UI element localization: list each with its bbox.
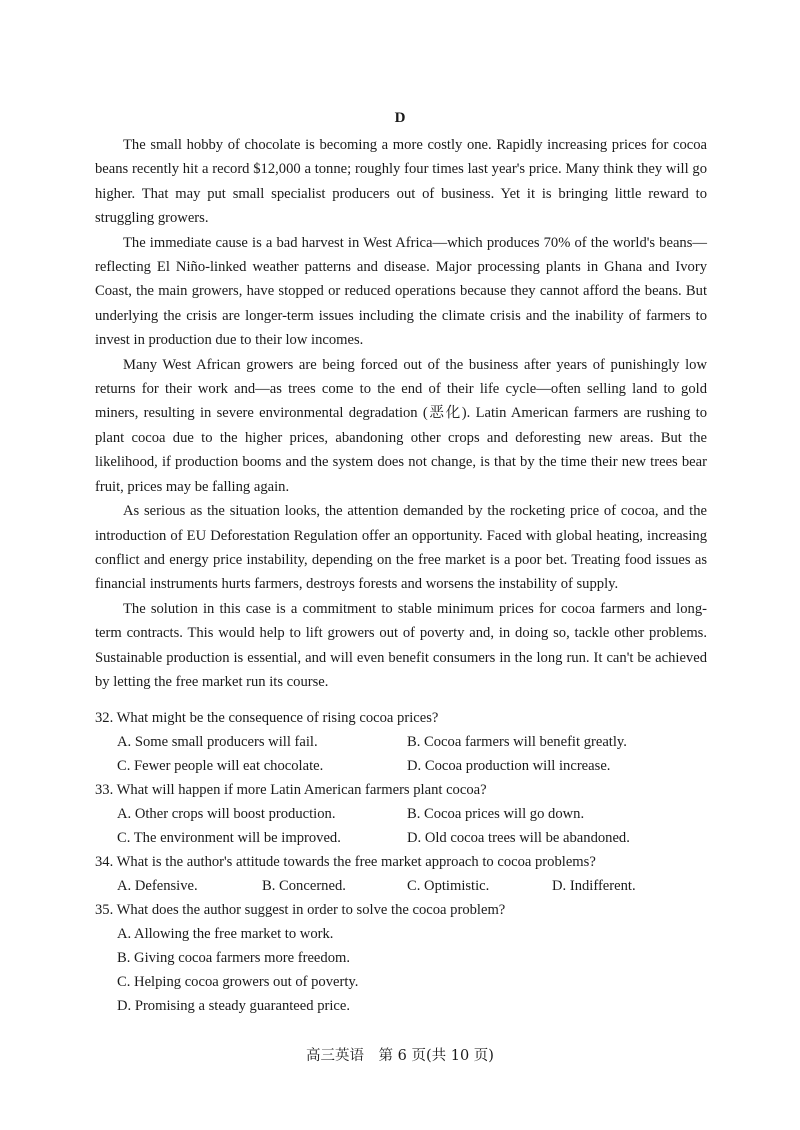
option-b: B. Concerned. bbox=[262, 878, 346, 894]
reading-passage bbox=[95, 133, 707, 694]
paragraph-4: As serious as the situation looks, the attention demanded by the rocketing price of cocoa, and the introduction of EU Deforestation Regulation offer an opportunity. Faced with global heating, increasing conflict and energy price instability, depending on the free market is a poor bet. Treating food issues as financial instruments hurts farmers, destroys forests and worsens the instability of supply. bbox=[95, 503, 707, 593]
option-row bbox=[95, 802, 707, 826]
option-d: D. Old cocoa trees will be abandoned. bbox=[407, 830, 630, 846]
option-a: A. Some small producers will fail. bbox=[117, 734, 318, 750]
question-stem: 33. What will happen if more Latin American farmers plant cocoa? bbox=[95, 782, 487, 798]
question-32 bbox=[95, 706, 707, 778]
question-33 bbox=[95, 778, 707, 850]
question-35 bbox=[95, 898, 707, 1018]
option-b: B. Giving cocoa farmers more freedom. bbox=[117, 950, 351, 966]
option-a: A. Defensive. bbox=[117, 878, 198, 894]
option-row bbox=[95, 970, 707, 994]
paragraph-3: Many West African growers are being forced out of the business after years of punishingly low returns for their work and—as trees come to the end of their life cycle—often selling land to gold miners, resulting in severe environmental degradation (恶化). Latin American farmers are rushing to plant cocoa due to the higher prices, abandoning other crops and deforesting new areas. But the likelihood, if production booms and the system does not change, is that by the time their new trees bear fruit, prices may be falling again. bbox=[95, 356, 707, 495]
option-row bbox=[95, 754, 707, 778]
paragraph-1: The small hobby of chocolate is becoming a more costly one. Rapidly increasing prices for cocoa beans recently hit a record $12,000 a tonne; roughly four times last year's price. Many think they will go higher. That may put small specialist producers out of business. Yet it is bringing little reward to struggling growers. bbox=[95, 137, 707, 227]
option-d: D. Indifferent. bbox=[552, 878, 636, 894]
paragraph-2: The immediate cause is a bad harvest in West Africa—which produces 70% of the world's beans—reflecting El Niño-linked weather patterns and disease. Major processing plants in Ghana and Ivory Coast, the main growers, have stopped or reduced operations because they cannot afford the beans. But underlying the crisis are longer-term issues including the climate crisis and the inability of farmers to invest in production due to their low incomes. bbox=[95, 234, 707, 349]
option-c: C. The environment will be improved. bbox=[117, 830, 341, 846]
paragraph-5: The solution in this case is a commitment to stable minimum prices for cocoa farmers and long-term contracts. This would help to lift growers out of poverty and, in doing so, tackle other problems. Sustainable production is essential, and will even benefit consumers in the long run. It can't be achieved by letting the free market run its course. bbox=[95, 600, 707, 690]
option-row bbox=[95, 994, 707, 1018]
option-c: C. Helping cocoa growers out of poverty. bbox=[117, 974, 359, 990]
option-a: A. Other crops will boost production. bbox=[117, 806, 336, 822]
option-d: D. Promising a steady guaranteed price. bbox=[117, 998, 351, 1014]
question-stem: 35. What does the author suggest in order to solve the cocoa problem? bbox=[95, 902, 506, 918]
option-row bbox=[95, 922, 707, 946]
option-c: C. Optimistic. bbox=[407, 878, 490, 894]
option-b: B. Cocoa prices will go down. bbox=[407, 806, 585, 822]
option-c: C. Fewer people will eat chocolate. bbox=[117, 758, 324, 774]
page-footer: 高三英语 第 6 页(共 10 页) bbox=[306, 1048, 494, 1064]
question-34 bbox=[95, 850, 707, 898]
section-title: D bbox=[394, 110, 406, 126]
question-stem: 34. What is the author's attitude towards the free market approach to cocoa problems? bbox=[95, 854, 596, 870]
question-list bbox=[95, 706, 707, 1018]
question-stem: 32. What might be the consequence of rising cocoa prices? bbox=[95, 710, 439, 726]
option-row bbox=[95, 946, 707, 970]
option-row bbox=[95, 730, 707, 754]
option-b: B. Cocoa farmers will benefit greatly. bbox=[407, 734, 627, 750]
option-d: D. Cocoa production will increase. bbox=[407, 758, 611, 774]
option-row bbox=[95, 874, 707, 898]
option-a: A. Allowing the free market to work. bbox=[117, 926, 334, 942]
option-row bbox=[95, 826, 707, 850]
